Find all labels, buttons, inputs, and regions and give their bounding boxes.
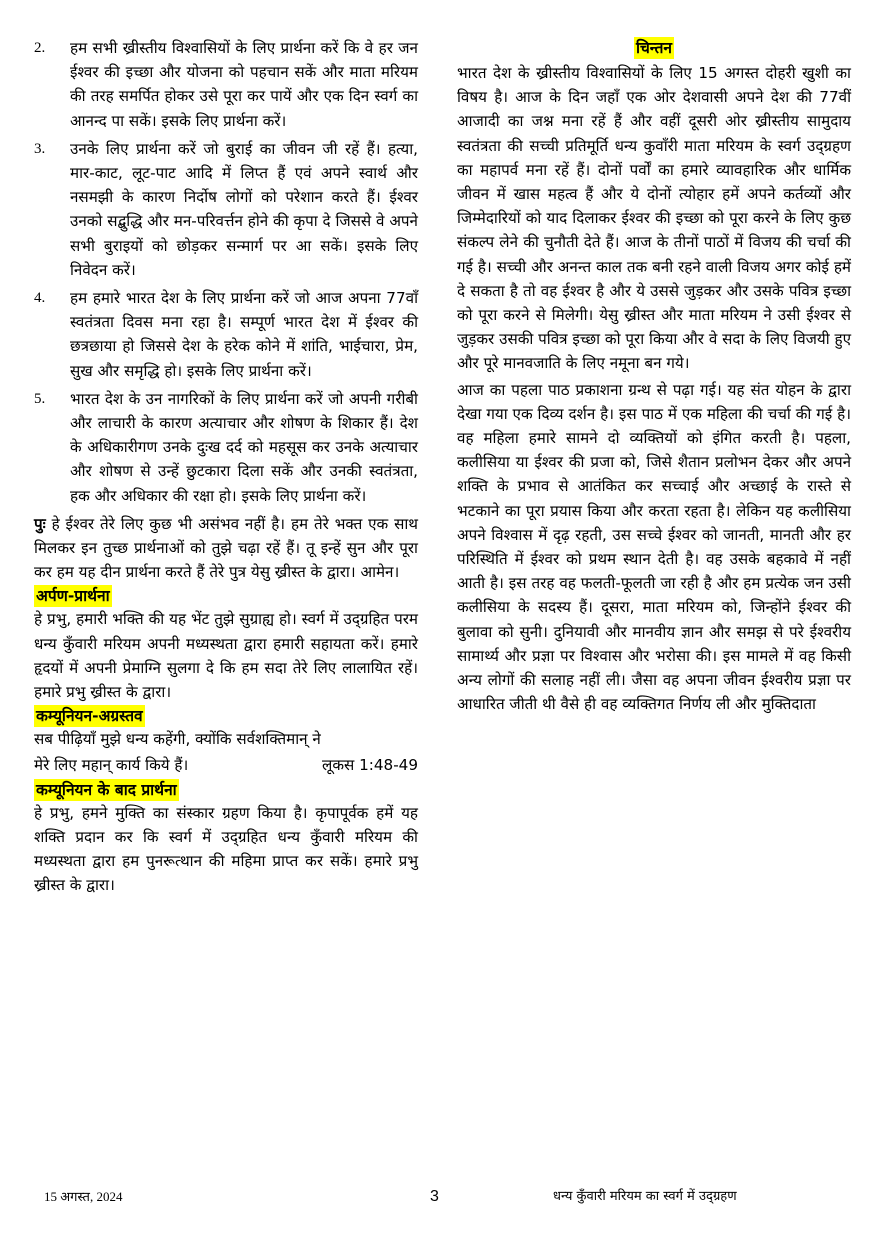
communion-antiphon-heading: कम्यूनियन-अग्रस्तव bbox=[36, 707, 143, 726]
intercession-item bbox=[34, 286, 418, 383]
closing-prayer-text: हे ईश्वर तेरे लिए कुछ भी असंभव नहीं है। हम तेरे भक्त एक साथ मिलकर इन तुच्छ प्रार्थनाओं को तुझे चढ़ा रहें हैं। तू इन्हें सुन और पूरा कर हम यह दीन प्रार्थना करते हैं तेरे पुत्र येसु ख्रीस्त के द्वारा। आमेन। bbox=[34, 514, 418, 582]
left-column bbox=[34, 36, 418, 898]
item-number: 4. bbox=[34, 290, 46, 307]
closing-prayer-label: पुः bbox=[34, 514, 46, 533]
communion-antiphon-line2 bbox=[34, 753, 418, 777]
scripture-reference: लूकस 1:48-49 bbox=[322, 756, 418, 775]
item-number: 5. bbox=[34, 390, 46, 407]
reflection-paragraph: भारत देश के ख्रीस्तीय विश्वासियों के लिए 15 अगस्त दोहरी खुशी का विषय है। आज के दिन जहाँ एक ओर देशवासी अपने देश की 77वीं आजादी का जश्न मना रहें हैं और वहीं दूसरी ओर ख्रीस्तीय सामुदाय स्वतंत्रता की सच्ची प्रतिमूर्ति धन्य कुवाँरी माता मरियम के स्वर्ग उद्ग्रहण का महापर्व मना रहें हैं। दोनों पर्वों का हमारे व्यावहारिक और धार्मिक जीवन में खास महत्व हैं और ये दोनों त्योहार हमें अपने कर्तव्यों और जिम्मेदारियों को याद दिलाकर ईश्वर की इच्छा को पूरा करने के लिए कुछ संकल्प लेने की चुनौती देते हैं। आज के तीनों पाठों में विजय की चर्चा की गई है। सच्ची और अनन्त काल तक बनी रहने वाली विजय अगर कोई हमें दे सकता है तो वह ईश्वर है और ये उससे जुड़कर और उसके पवित्र इच्छा को पूरा करने से मिलेगी। येसु ख्रीस्त और माता मरियम ने उसी ईश्वर से जुड़कर उसकी पवित्र इच्छा को पूरा किया और वे सदा के लिए विजयी हुए और पूरे मानवजाति के लिए नमूना बन गये। bbox=[457, 64, 851, 373]
intercession-item bbox=[34, 137, 418, 282]
item-text: भारत देश के उन नागरिकों के लिए प्रार्थना करें जो अपनी गरीबी और लाचारी के कारण अत्याचार और शोषण के शिकार हैं। देश के अधिकारीगण उनके दुःख दर्द को महसूस कर उनके अत्याचार और शोषण से उन्हें छुटकारा दिला सकें और उनकी स्वतंत्रता, हक और अधिकार की रक्षा हो। इसके लिए प्रार्थना करें। bbox=[70, 389, 418, 505]
closing-prayer bbox=[34, 512, 418, 585]
reflection-heading: चिन्तन bbox=[635, 39, 673, 57]
post-communion-heading: कम्यूनियन के बाद प्रार्थना bbox=[36, 780, 177, 799]
communion-antiphon-line1: सब पीढ़ियाँ मुझे धन्य कहेंगी, क्योंकि सर्वशक्तिमान् ने bbox=[34, 730, 321, 749]
item-text: हम सभी ख्रीस्तीय विश्वासियों के लिए प्रार्थना करें कि वे हर जन ईश्वर की इच्छा और योजना को पहचान सकें और माता मरियम की तरह समर्पित होकर उसे पूरा कर पायें और एक दिन स्वर्ग का आनन्द पा सकें। इसके लिए प्रार्थना करें। bbox=[70, 39, 418, 130]
item-text: उनके लिए प्रार्थना करें जो बुराई का जीवन जी रहें हैं। हत्या, मार-काट, लूट-पाट आदि में लिप्त हैं एवं अपने स्वार्थ और नसमझी के कारण निर्दोष लोगों को परेशान करते हैं। ईश्वर उनको सद्बुद्धि और मन-परिवर्त्तन होने की कृपा दे जिससे वे अपने सभी बुराइयों को छोड़कर सन्मार्ग पर आ सकें। इसके लिए निवेदन करें। bbox=[70, 139, 419, 279]
intercession-item bbox=[34, 36, 418, 133]
page-number: 3 bbox=[430, 1188, 439, 1205]
footer-date: 15 अगस्त, 2024 bbox=[44, 1189, 123, 1204]
communion-antiphon-text: मेरे लिए महान् कार्य किये हैं। bbox=[34, 756, 189, 775]
post-communion-text: हे प्रभु, हमने मुक्ति का संस्कार ग्रहण किया है। कृपापूर्वक हमें यह शक्ति प्रदान कर कि स्वर्ग में उद्ग्रहित धन्य कुँवारी मरियम की मध्यस्थता द्वारा हम पुनरूत्थान की महिमा प्राप्त कर सकें। हमारे प्रभु ख्रीस्त के द्वारा। bbox=[34, 803, 418, 895]
footer-title: धन्य कुँवारी मरियम का स्वर्ग में उद्ग्रहण bbox=[553, 1189, 737, 1204]
item-text: हम हमारे भारत देश के लिए प्रार्थना करें जो आज अपना 77वाँ स्वतंत्रता दिवस मना रहा है। सम्पूर्ण भारत देश में ईश्वर की छत्रछाया हो जिससे देश के हरेक कोने में शांति, भाईचारा, प्रेम, सुख और समृद्धि हो। इसके लिए प्रार्थना करें। bbox=[70, 289, 418, 380]
item-number: 3. bbox=[34, 140, 46, 157]
intercession-item bbox=[34, 387, 418, 508]
offertory-heading: अर्पण-प्रार्थना bbox=[36, 587, 110, 606]
item-number: 2. bbox=[34, 40, 46, 56]
right-column bbox=[457, 36, 851, 716]
reflection-paragraph: आज का पहला पाठ प्रकाशना ग्रन्थ से पढ़ा गई। यह संत योहन के द्वारा देखा गया एक दिव्य दर्शन है। इस पाठ में एक महिला की चर्चा की गई है। वह महिला हमारे सामने दो व्यक्तियों को इंगित करती है। पहला, कलीसिया या ईश्वर की प्रजा को, जिसे शैतान प्रलोभन देकर और अपने शक्ति के प्रभाव से आतंकित कर सच्चाई और अच्छाई के रास्ते से भटकाने का पूरा प्रयास किया और करता रहता है। लेकिन यह कलीसिया अपने विश्वास में दृढ़ रहती, उस सच्चे ईश्वर को जानती, मानती और हर परिस्थिति में ईश्वर को प्रथम स्थान देती है। वह उसके बहकावे में नहीं आती है। इस तरह वह फलती-फूलती जा रही है और हम प्रत्येक जन उसी कलीसिया के सदस्य हैं। दूसरा, माता मरियम को, जिन्होंने ईश्वर की बुलावा को सुनी। दुनियावी और मानवीय ज्ञान और समझ से परे ईश्वरीय सामार्थ्य और प्रज्ञा पर विश्वास और भरोसा की। इस मामले में वह किसी अन्य लोगों की सलाह नहीं ली। जैसा वह अपना जीवन ईश्वरीय प्रज्ञा पर आधारित जीती थी वैसे ही वह व्यक्तिगत निर्णय ली और मुक्तिदाता bbox=[457, 380, 851, 714]
offertory-text: हे प्रभु, हमारी भक्ति की यह भेंट तुझे सुग्राह्य हो। स्वर्ग में उद्ग्रहित परम धन्य कुँवारी मरियम अपनी मध्यस्थता द्वारा हमारी सहायता करें। हमारे हृदयों में अपनी प्रेमाग्नि सुलगा दे कि हम सदा तेरे लिए लालायित रहें। हमारे प्रभु ख्रीस्त के द्वारा। bbox=[34, 610, 418, 702]
